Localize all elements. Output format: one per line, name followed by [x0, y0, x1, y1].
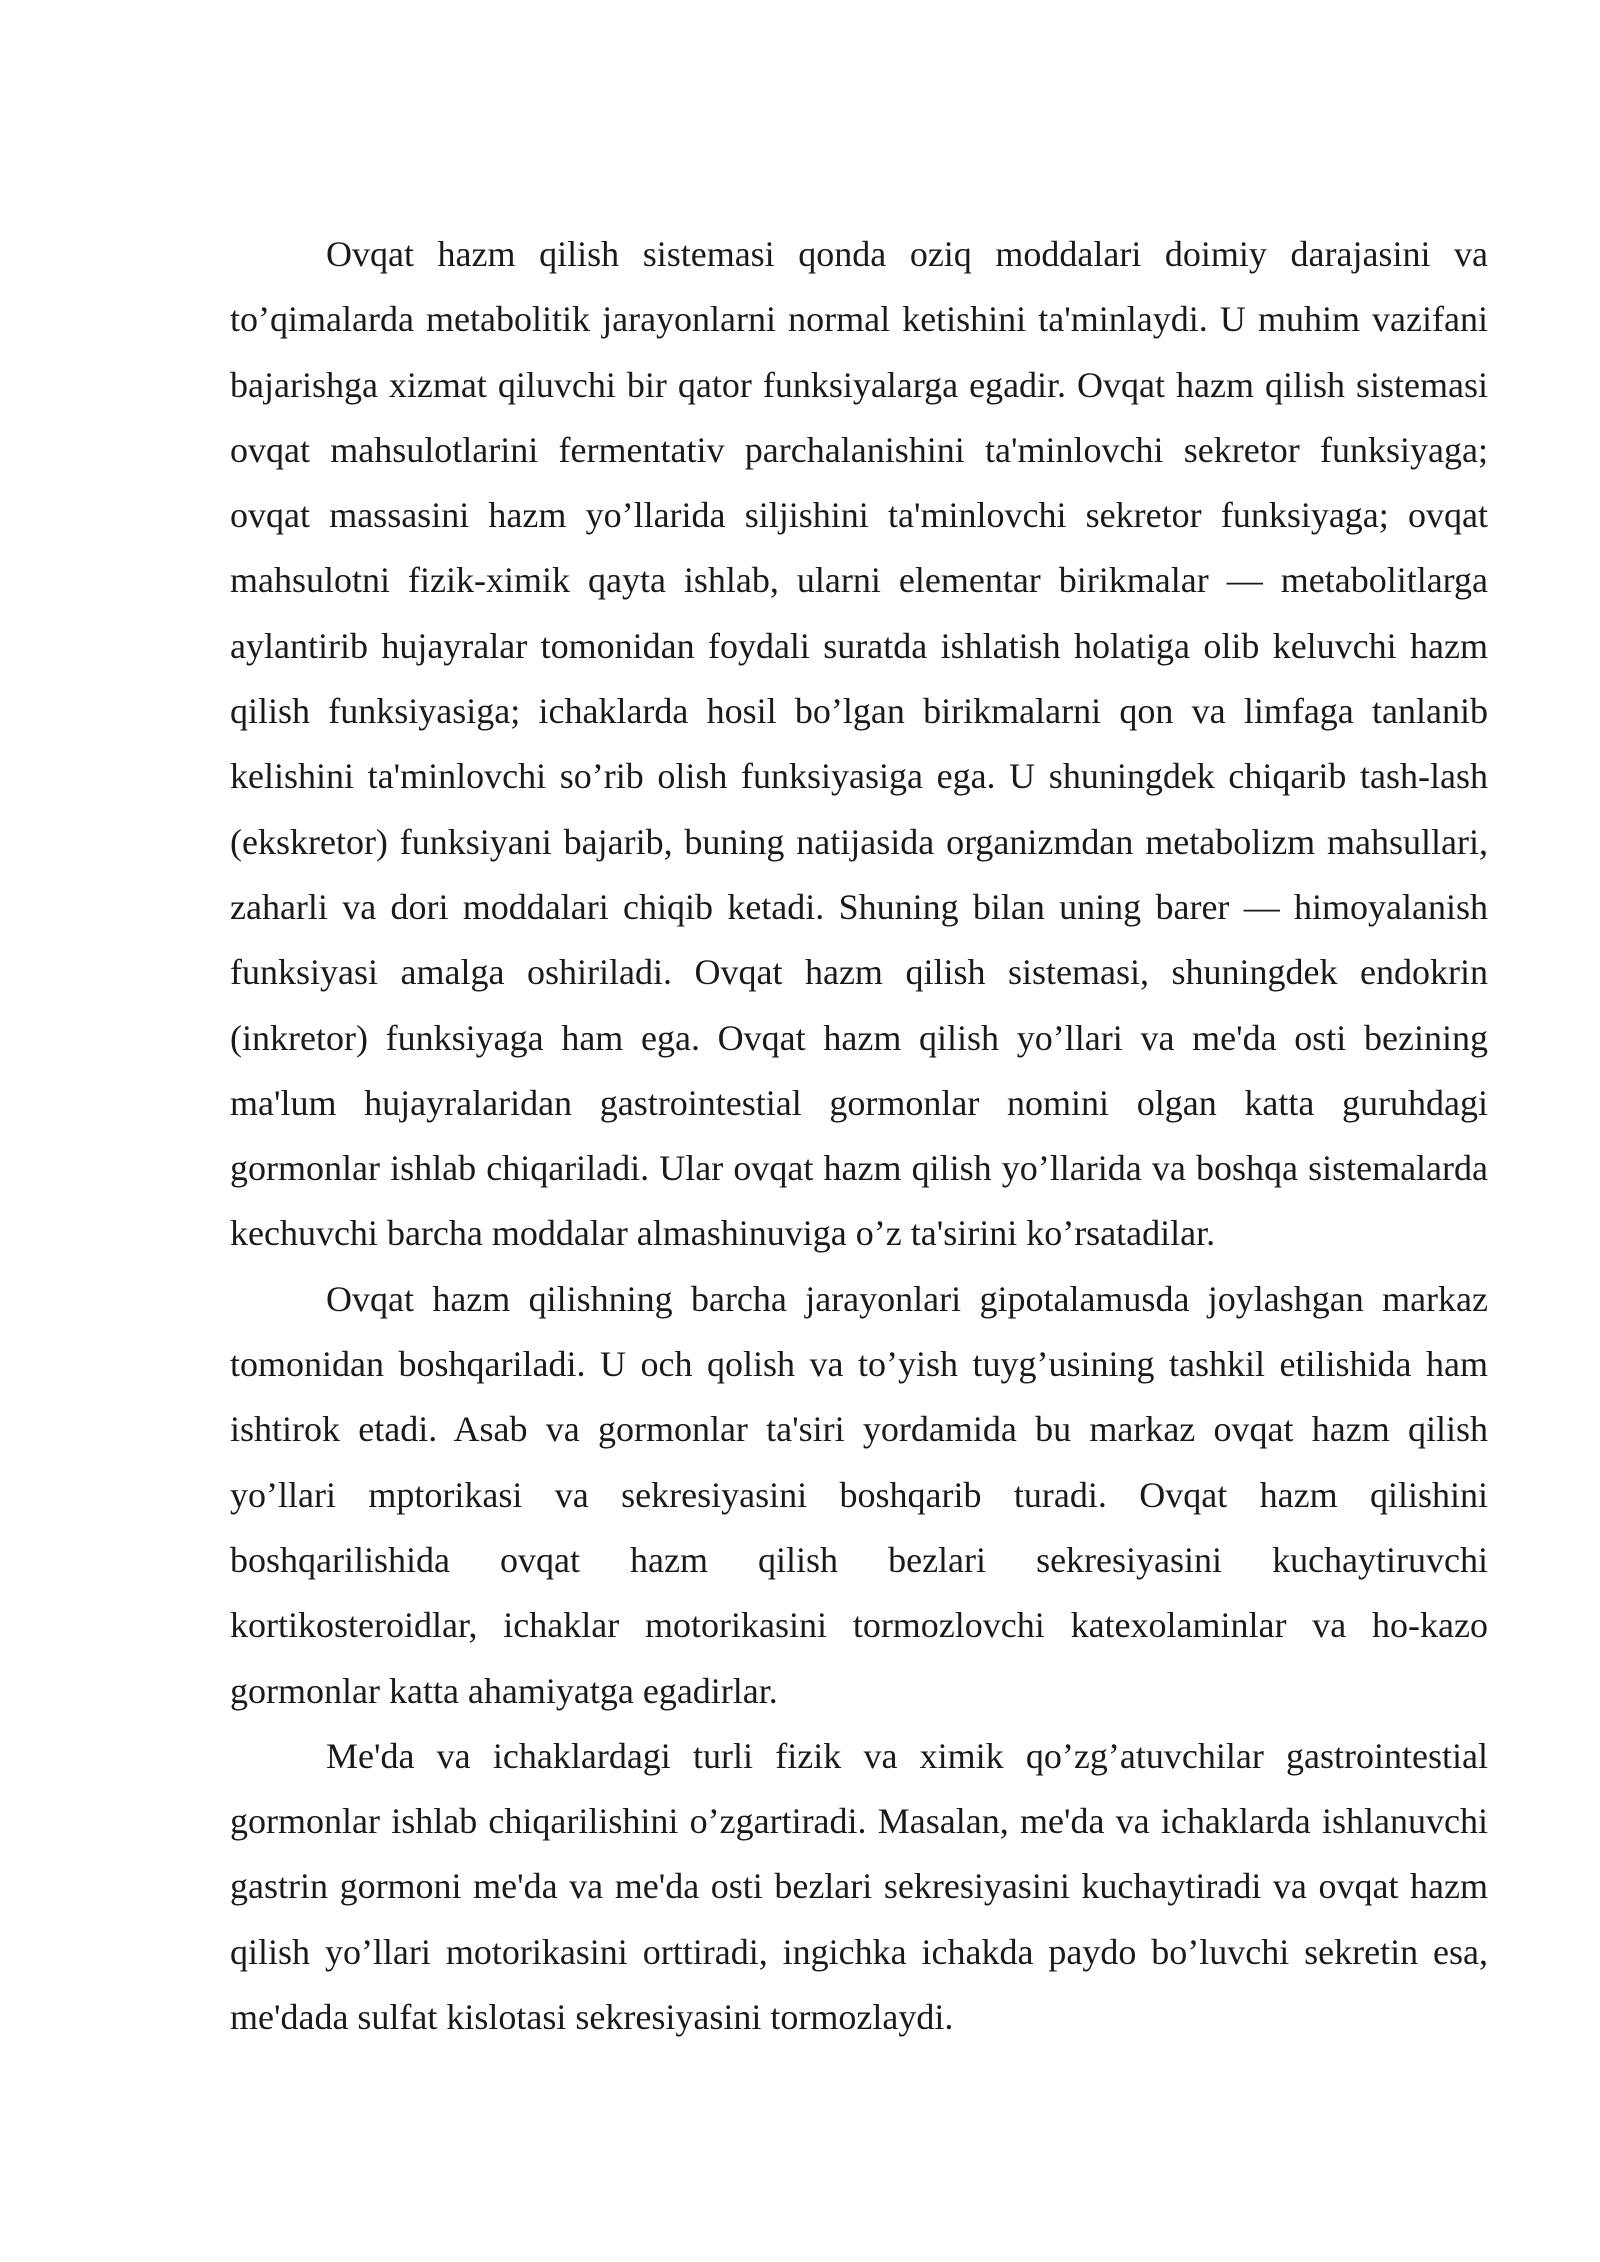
paragraph-digestive-functions: Ovqat hazm qilish sistemasi qonda oziq moddalari doimiy darajasini va to’qimalarda metabolitik jarayonlarni normal ketishini ta'minlaydi. U muhim vazifani bajarishga xizmat qiluvchi bir qator funksiyalarga egadir. Ovqat hazm qilish sistemasi ovqat mahsulotlarini fermentativ parchalanishini ta'minlovchi sekretor funksiyaga; ovqat massasini hazm yo’llarida siljishini ta'minlovchi sekretor funksiyaga; ovqat mahsulotni fizik-ximik qayta ishlab, ularni elementar birikmalar — metabolitlarga aylantirib hujayralar tomonidan foydali suratda ishlatish holatiga olib keluvchi hazm qilish funksiyasiga; ichaklarda hosil bo’lgan birikmalarni qon va limfaga tanlanib kelishini ta'minlovchi so’rib olish funksiyasiga ega. U shuningdek chiqarib tash-lash (ekskretor) funksiyani bajarib, buning natijasida organizmdan metabolizm mahsullari, zaharli va dori moddalari chiqib ketadi. Shuning bilan uning barer — himoyalanish funksiyasi amalga oshiriladi. Ovqat hazm qilish sistemasi, shuningdek endokrin (inkretor) funksiyaga ham ega. Ovqat hazm qilish yo’llari va me'da osti bezining ma'lum hujayralaridan gastrointestial gormonlar nomini olgan katta guruhdagi gormonlar ishlab chiqariladi. Ular ovqat hazm qilish yo’llarida va boshqa sistemalarda kechuvchi barcha moddalar almashinuviga o’z ta'sirini ko’rsatadilar.	[230, 234, 1488, 1254]
paragraph-hypothalamus-regulation: Ovqat hazm qilishning barcha jarayonlari gipotalamusda joylashgan markaz tomonidan boshqariladi. U och qolish va to’yish tuyg’usining tashkil etilishida ham ishtirok etadi. Asab va gormonlar ta'siri yordamida bu markaz ovqat hazm qilish yo’llari mptorikasi va sekresiyasini boshqarib turadi. Ovqat hazm qilishini boshqarilishida ovqat hazm qilish bezlari sekresiyasini kuchaytiruvchi kortikosteroidlar, ichaklar motorikasini tormozlovchi katexolaminlar va ho-kazo gormonlar katta ahamiyatga egadirlar.	[230, 1278, 1488, 1711]
paragraph-gastrointestinal-hormones: Me'da va ichaklardagi turli fizik va ximik qo’zg’atuvchilar gastrointestial gormonlar ishlab chiqarilishini o’zgartiradi. Masalan, me'da va ichaklarda ishlanuvchi gastrin gormoni me'da va me'da osti bezlari sekresiyasini kuchaytiradi va ovqat hazm qilish yo’llari motorikasini orttiradi, ingichka ichakda paydo bo’luvchi sekretin esa, me'dada sulfat kislotasi sekresiyasini tormozlaydi.	[230, 1735, 1488, 2038]
body-text	[230, 222, 1488, 2050]
